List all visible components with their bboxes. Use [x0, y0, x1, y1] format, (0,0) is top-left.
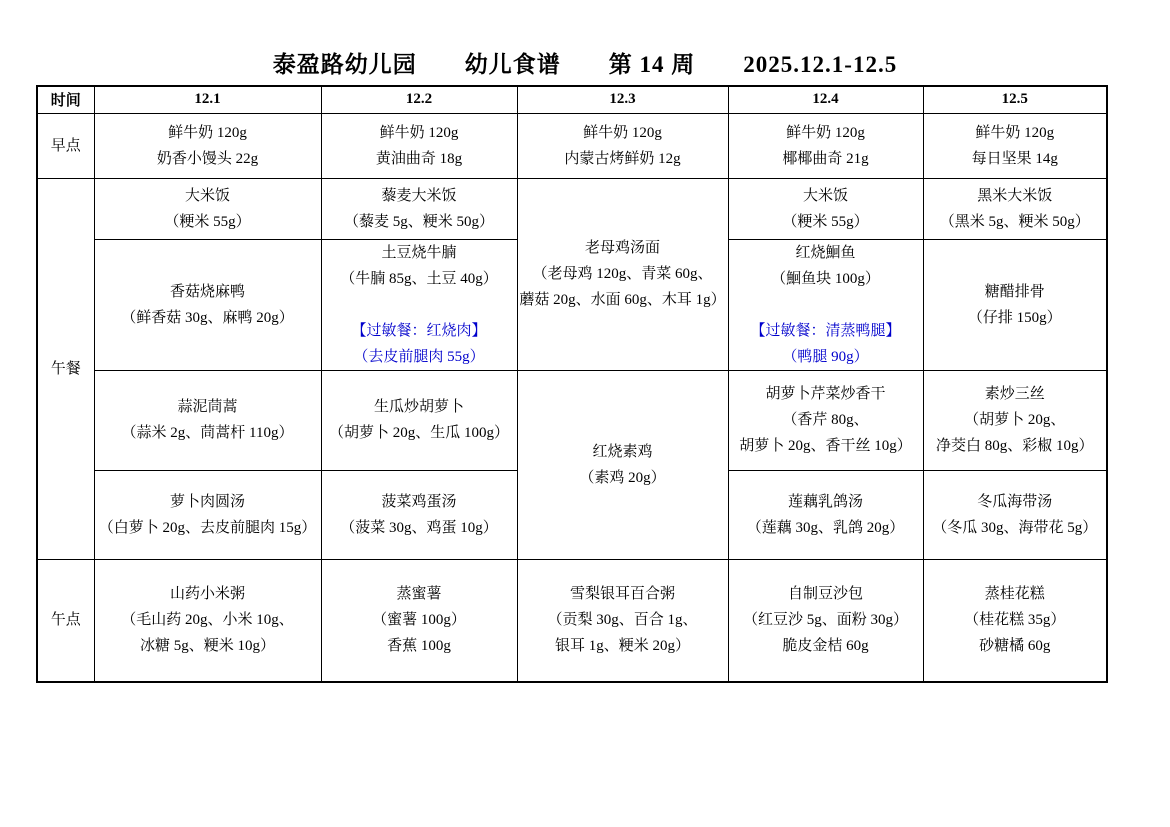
menu-cell — [923, 239, 1107, 370]
row-label-cell — [37, 559, 94, 682]
menu-line: 早点 — [50, 137, 81, 154]
menu-line: 红烧素鸡 — [592, 443, 653, 460]
menu-line: 糖醋排骨 — [984, 283, 1045, 300]
menu-line: 山药小米粥 — [169, 586, 245, 603]
menu-line: 鲜牛奶 120g — [168, 124, 247, 141]
date-header-cell: 12.5 — [923, 86, 1107, 113]
menu-row — [37, 370, 1107, 470]
menu-line: 蒸桂花糕 — [984, 586, 1045, 603]
menu-cell — [321, 239, 517, 370]
allergy-meal-line: 【过敏餐：红烧肉】 — [351, 322, 487, 339]
menu-line: （菠菜 30g、鸡蛋 10g） — [340, 519, 498, 536]
menu-line: （藜麦 5g、粳米 50g） — [343, 213, 494, 230]
allergy-meal-line: （鸭腿 90g） — [782, 348, 869, 365]
menu-cell — [321, 113, 517, 178]
allergy-meal-line: （去皮前腿肉 55g） — [353, 348, 485, 365]
menu-line: 自制豆沙包 — [787, 586, 863, 603]
menu-line: 生瓜炒胡萝卜 — [373, 399, 464, 415]
menu-line: 内蒙古烤鲜奶 12g — [564, 150, 681, 167]
menu-cell — [94, 370, 321, 470]
allergy-meal-line: 【过敏餐：清蒸鸭腿】 — [750, 322, 901, 339]
menu-line: 黄油曲奇 18g — [375, 150, 463, 167]
menu-line — [729, 292, 923, 318]
menu-cell — [728, 470, 923, 559]
menu-line: 菠菜鸡蛋汤 — [381, 493, 457, 510]
menu-line: 土豆烧牛腩 — [381, 244, 457, 261]
menu-line: 红烧鮰鱼 — [795, 244, 856, 261]
menu-line: 每日坚果 14g — [971, 150, 1058, 167]
menu-line: 黑米大米饭 — [977, 187, 1053, 204]
menu-line: （红豆沙 5g、面粉 30g） — [742, 612, 908, 629]
menu-line: 香蕉 100g — [387, 638, 451, 655]
menu-cell — [923, 470, 1107, 559]
menu-line: 鲜牛奶 120g — [583, 124, 662, 141]
menu-line: 蘑菇 20g、水面 60g、木耳 1g） — [519, 292, 726, 308]
menu-line: 脆皮金桔 60g — [782, 638, 869, 655]
menu-line: 鲜牛奶 120g — [379, 124, 459, 141]
menu-line: 香菇烧麻鸭 — [169, 283, 245, 300]
menu-line: 雪梨银耳百合粥 — [569, 586, 675, 603]
row-label-cell — [37, 113, 94, 178]
menu-line: （黑米 5g、粳米 50g） — [939, 213, 1090, 230]
menu-line: 午餐 — [50, 360, 81, 377]
menu-cell — [321, 559, 517, 682]
row-label-cell — [37, 178, 94, 559]
menu-line: （莲藕 30g、乳鸽 20g） — [746, 519, 905, 536]
menu-cell — [94, 470, 321, 559]
menu-cell — [94, 113, 321, 178]
date-header-cell: 12.4 — [728, 86, 923, 113]
menu-cell — [728, 113, 923, 178]
menu-cell — [94, 239, 321, 370]
menu-cell — [923, 559, 1107, 682]
date-header-cell: 12.1 — [94, 86, 321, 113]
time-header-cell: 时间 — [37, 86, 94, 113]
menu-line: 蒜泥茼蒿 — [177, 399, 238, 415]
menu-row — [37, 559, 1107, 682]
menu-line: （贡梨 30g、百合 1g、 — [547, 612, 698, 629]
menu-cell — [321, 470, 517, 559]
menu-line: （鮰鱼块 100g） — [771, 270, 880, 287]
menu-line: （牛腩 85g、土豆 40g） — [340, 270, 498, 287]
menu-row — [37, 178, 1107, 239]
menu-cell — [728, 370, 923, 470]
menu-line: （素鸡 20g） — [579, 469, 666, 486]
menu-line: （粳米 55g） — [164, 213, 251, 230]
menu-line: 大米饭 — [184, 187, 230, 204]
menu-cell — [923, 113, 1107, 178]
page-title: 泰盈路幼儿园 幼儿食谱 第 14 周 2025.12.1-12.5 — [272, 52, 898, 77]
menu-row — [37, 113, 1107, 178]
menu-cell — [517, 559, 728, 682]
menu-line: 鲜牛奶 120g — [786, 124, 865, 141]
menu-line: 莲藕乳鸽汤 — [787, 493, 863, 510]
menu-line: 素炒三丝 — [984, 386, 1045, 402]
menu-line: （冬瓜 30g、海带花 5g） — [932, 519, 1098, 536]
menu-line: （胡萝卜 20g、生瓜 100g） — [328, 425, 509, 441]
menu-cell — [728, 178, 923, 239]
menu-cell — [728, 559, 923, 682]
menu-line: 胡萝卜 20g、香干丝 10g） — [739, 438, 912, 454]
menu-line: 奶香小馒头 22g — [156, 150, 259, 167]
menu-cell — [321, 178, 517, 239]
weekly-menu-table — [36, 85, 1108, 683]
menu-line: （仔排 150g） — [967, 309, 1062, 326]
menu-line: 老母鸡汤面 — [584, 240, 660, 256]
menu-line: （鲜香菇 30g、麻鸭 20g） — [121, 309, 294, 326]
menu-line: 蒸蜜薯 — [396, 586, 442, 603]
date-header-cell: 12.3 — [517, 86, 728, 113]
menu-line: （胡萝卜 20g、 — [964, 412, 1066, 428]
menu-cell — [321, 370, 517, 470]
menu-line: （蜜薯 100g） — [372, 612, 466, 629]
menu-cell — [728, 239, 923, 370]
menu-cell — [94, 178, 321, 239]
menu-line: 午点 — [50, 612, 81, 629]
menu-line: 藜麦大米饭 — [381, 187, 457, 204]
menu-cell — [94, 559, 321, 682]
menu-line: （老母鸡 120g、青菜 60g、 — [532, 266, 713, 282]
menu-line: 鲜牛奶 120g — [975, 124, 1055, 141]
menu-line: （毛山药 20g、小米 10g、 — [121, 612, 294, 629]
menu-line — [322, 292, 517, 318]
menu-line: 净茭白 80g、彩椒 10g） — [935, 438, 1094, 454]
menu-line: 大米饭 — [802, 187, 848, 204]
menu-cell — [517, 113, 728, 178]
menu-line: 椰椰曲奇 21g — [782, 150, 869, 167]
menu-line: 冬瓜海带汤 — [977, 493, 1053, 510]
menu-cell — [517, 178, 728, 370]
menu-line: 萝卜肉圆汤 — [169, 493, 245, 510]
menu-line: （粳米 55g） — [782, 213, 869, 230]
date-header-cell: 12.2 — [321, 86, 517, 113]
menu-line: （桂花糕 35g） — [964, 612, 1066, 629]
menu-line: （蒜米 2g、茼蒿杆 110g） — [121, 425, 294, 441]
menu-line: （白萝卜 20g、去皮前腿肉 15g） — [98, 519, 317, 536]
menu-line: 胡萝卜芹菜炒香干 — [765, 386, 886, 402]
menu-cell — [517, 370, 728, 559]
menu-cell — [923, 178, 1107, 239]
menu-line: 砂糖橘 60g — [979, 638, 1051, 655]
menu-line: 冰糖 5g、粳米 10g） — [139, 638, 275, 655]
menu-line: 银耳 1g、粳米 20g） — [554, 638, 690, 655]
menu-line: （香芹 80g、 — [782, 412, 869, 428]
menu-cell — [923, 370, 1107, 470]
